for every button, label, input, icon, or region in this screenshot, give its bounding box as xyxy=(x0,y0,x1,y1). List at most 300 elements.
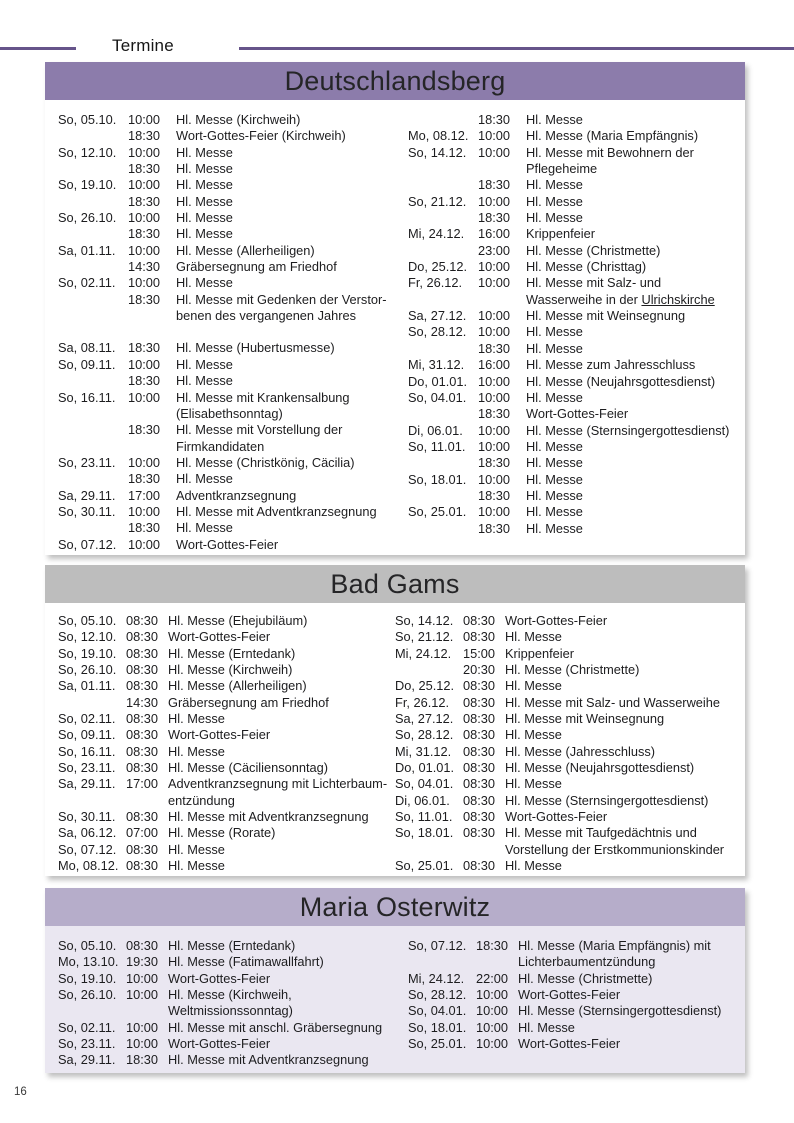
event-time: 08:30 xyxy=(126,809,159,825)
schedule-row xyxy=(58,776,395,809)
event-description: Hl. Messe (Erntedank) xyxy=(168,938,296,953)
event-description: Hl. Messe (Rorate) xyxy=(168,825,276,841)
schedule-row xyxy=(58,455,395,471)
event-date: So, 26.10. xyxy=(58,662,117,678)
schedule-row xyxy=(58,340,395,356)
event-date xyxy=(58,226,128,242)
schedule-column-left xyxy=(58,613,395,876)
event-date xyxy=(58,471,128,487)
event-date: So, 14.12. xyxy=(395,613,454,628)
event-description: Hl. Messe xyxy=(526,520,583,536)
event-description: Hl. Messe xyxy=(176,177,233,193)
event-description: Hl. Messe xyxy=(505,858,562,874)
event-date xyxy=(58,373,128,389)
schedule-row xyxy=(408,357,745,373)
event-date xyxy=(58,194,128,210)
section-header-deutschlandsberg xyxy=(45,62,745,100)
event-description: Hl. Messe xyxy=(176,161,233,177)
schedule-row xyxy=(408,521,745,537)
section-maria-osterwitz xyxy=(45,888,745,1073)
event-date: Di, 06.01. xyxy=(408,422,463,438)
schedule-row xyxy=(408,308,745,324)
schedule-row xyxy=(408,259,745,275)
event-date: So, 19.10. xyxy=(58,177,117,193)
schedule-row xyxy=(408,423,745,439)
schedule-row xyxy=(58,1020,395,1036)
event-date: So, 30.11. xyxy=(58,503,116,519)
schedule-row xyxy=(58,390,395,423)
event-time: 20:30 xyxy=(463,662,496,678)
underlined-location: Ulrichskirche xyxy=(641,291,715,307)
event-date: Do, 01.01. xyxy=(395,760,455,776)
event-description: Hl. Messe (Erntedank) xyxy=(168,645,296,661)
event-time: 08:30 xyxy=(463,613,496,628)
schedule-row xyxy=(58,987,395,1020)
event-time: 08:30 xyxy=(126,678,159,694)
event-time: 16:00 xyxy=(478,357,511,373)
event-time: 08:30 xyxy=(463,760,496,776)
event-description: Hl. Messe xyxy=(526,455,583,471)
event-time: 10:00 xyxy=(128,112,161,127)
schedule-row xyxy=(395,793,745,809)
schedule-row xyxy=(408,1003,745,1019)
event-time: 10:00 xyxy=(478,422,511,438)
event-time: 08:30 xyxy=(463,858,496,874)
event-description: Hl. Messe xyxy=(176,193,233,209)
event-date: So, 18.01. xyxy=(395,825,454,841)
event-date: So, 26.10. xyxy=(58,987,117,1003)
schedule-row xyxy=(408,374,745,390)
event-date: So, 04.01. xyxy=(395,776,454,792)
event-date xyxy=(408,112,478,128)
event-description: Hl. Messe (Kirchweih) xyxy=(168,662,293,678)
event-time: 10:00 xyxy=(478,324,511,340)
event-date xyxy=(58,422,128,455)
event-date: Sa, 27.12. xyxy=(395,711,454,727)
event-description: Wort-Gottes-Feier xyxy=(526,406,629,422)
event-description: Hl. Messe mit Salz- und Wasserweihe xyxy=(505,694,721,710)
event-date: So, 28.12. xyxy=(395,727,454,743)
event-description: Hl. Messe xyxy=(505,629,562,645)
event-time: 10:00 xyxy=(478,259,511,275)
event-description: Hl. Messe (Christmette) xyxy=(526,242,661,258)
schedule-column-left xyxy=(58,112,395,555)
schedule-row xyxy=(58,373,395,389)
event-time: 08:30 xyxy=(463,743,496,759)
schedule-row xyxy=(395,695,745,711)
schedule-row xyxy=(408,275,745,308)
schedule-row xyxy=(58,177,395,193)
schedule-row xyxy=(58,537,395,553)
event-date: So, 25.01. xyxy=(408,1036,467,1052)
event-date xyxy=(408,210,478,226)
event-description: Hl. Messe (Kirchweih) xyxy=(176,112,301,127)
schedule-row xyxy=(408,455,745,471)
event-description: Wort-Gottes-Feier xyxy=(168,727,271,743)
event-description: Wort-Gottes-Feier xyxy=(505,613,608,628)
event-date xyxy=(408,455,478,471)
event-date: Sa, 01.11. xyxy=(58,242,116,258)
event-date: So, 18.01. xyxy=(408,471,467,487)
event-description: Hl. Messe mit Adventkranzsegnung xyxy=(168,809,369,825)
event-description: Hl. Messe (Ehejubiläum) xyxy=(168,613,308,628)
schedule-row xyxy=(395,629,745,645)
event-date: So, 26.10. xyxy=(58,210,117,226)
schedule-row xyxy=(58,971,395,987)
event-date: So, 12.10. xyxy=(58,629,117,645)
schedule-row xyxy=(58,711,395,727)
schedule-row xyxy=(408,177,745,193)
event-description: Hl. Messe (Allerheiligen) xyxy=(176,242,315,258)
event-description: Hl. Messe (Christmette) xyxy=(518,970,653,986)
event-time: 08:30 xyxy=(126,629,159,645)
event-date: Do, 01.01. xyxy=(408,373,468,389)
event-time: 10:00 xyxy=(476,1019,509,1035)
event-description: Hl. Messe xyxy=(176,144,233,160)
event-description: Wort-Gottes-Feier xyxy=(168,1036,271,1052)
schedule-row xyxy=(408,439,745,455)
schedule-row xyxy=(58,695,395,711)
event-description: Hl. Messe mit Bewohnern der Pflegeheime xyxy=(526,144,694,177)
schedule-row xyxy=(408,472,745,488)
event-time: 17:00 xyxy=(128,487,161,503)
event-time: 08:30 xyxy=(126,613,159,628)
event-time: 08:30 xyxy=(463,776,496,792)
schedule-column-right xyxy=(395,112,745,555)
event-time: 10:00 xyxy=(478,144,511,160)
event-time: 07:00 xyxy=(126,825,159,841)
event-time: 15:00 xyxy=(463,645,496,661)
event-description: Adventkranzsegnung mit Lichterbaum- entzündung xyxy=(168,776,388,808)
event-time: 08:30 xyxy=(126,727,159,743)
section-bad-gams xyxy=(45,565,745,876)
event-time: 18:30 xyxy=(478,340,511,356)
event-date xyxy=(408,243,478,259)
schedule-row xyxy=(58,259,395,275)
event-time: 08:30 xyxy=(463,629,496,645)
event-time: 18:30 xyxy=(128,193,161,209)
event-date xyxy=(408,521,478,537)
event-date: Sa, 08.11. xyxy=(58,340,116,356)
event-description: Hl. Messe (Christkönig, Cäcilia) xyxy=(176,454,355,470)
event-date: So, 02.11. xyxy=(58,711,116,727)
event-date: So, 28.12. xyxy=(408,987,467,1003)
event-time: 10:00 xyxy=(128,275,161,291)
schedule-row xyxy=(395,613,745,629)
event-description: Hl. Messe xyxy=(168,858,225,874)
schedule-row xyxy=(58,292,395,325)
event-description: Hl. Messe (Cäciliensonntag) xyxy=(168,760,329,776)
event-date: So, 23.11. xyxy=(58,1036,116,1052)
event-time: 08:30 xyxy=(463,694,496,710)
section-body-deutschlandsberg xyxy=(45,100,745,555)
event-date: So, 16.11. xyxy=(58,389,116,405)
schedule-row xyxy=(395,711,745,727)
event-description: Hl. Messe mit Weinsegnung xyxy=(505,711,665,727)
event-time: 10:00 xyxy=(128,177,161,193)
event-time: 08:30 xyxy=(463,711,496,727)
event-time: 18:30 xyxy=(478,406,511,422)
event-time: 22:00 xyxy=(476,970,509,986)
event-description: Hl. Messe (Fatimawallfahrt) xyxy=(168,954,324,970)
event-time: 18:30 xyxy=(128,471,161,487)
page-kicker: Termine xyxy=(112,36,174,55)
schedule-row xyxy=(58,357,395,373)
event-description: Hl. Messe xyxy=(526,504,583,520)
event-date: So, 21.12. xyxy=(408,193,467,209)
schedule-row xyxy=(58,825,395,841)
event-description: Hl. Messe xyxy=(505,678,562,694)
event-time: 18:30 xyxy=(478,487,511,503)
schedule-row xyxy=(395,858,745,874)
event-time: 08:30 xyxy=(126,662,159,678)
event-time: 10:00 xyxy=(128,503,161,519)
event-description: Wort-Gottes-Feier (Kirchweih) xyxy=(176,128,346,144)
schedule-row xyxy=(58,678,395,694)
event-description: Hl. Messe xyxy=(176,356,233,372)
event-description: Hl. Messe (Maria Empfängnis) xyxy=(526,128,699,144)
event-time: 18:30 xyxy=(128,226,161,242)
schedule-row xyxy=(58,613,395,629)
event-date: Sa, 01.11. xyxy=(58,678,116,694)
event-time: 17:00 xyxy=(126,776,159,792)
schedule-row xyxy=(408,971,745,987)
event-date: So, 07.12. xyxy=(408,938,467,953)
schedule-row xyxy=(395,809,745,825)
event-date: So, 07.12. xyxy=(58,841,117,857)
event-time: 18:30 xyxy=(128,422,161,438)
event-description: Wort-Gottes-Feier xyxy=(505,809,608,825)
schedule-row xyxy=(395,727,745,743)
event-time: 18:30 xyxy=(128,128,161,144)
schedule-row xyxy=(395,776,745,792)
event-description: Hl. Messe (Hubertusmesse) xyxy=(176,340,335,356)
schedule-row xyxy=(58,112,395,128)
event-time: 08:30 xyxy=(126,645,159,661)
section-title-deutschlandsberg: Deutschlandsberg xyxy=(284,66,506,96)
event-description: Wort-Gottes-Feier xyxy=(168,629,271,645)
schedule-row xyxy=(58,809,395,825)
schedule-row xyxy=(408,390,745,406)
schedule-row xyxy=(58,145,395,161)
schedule-row xyxy=(58,128,395,144)
event-date: So, 23.11. xyxy=(58,760,116,776)
event-description: Hl. Messe xyxy=(526,193,583,209)
event-description: Hl. Messe mit Salz- und Wasserweihe in der Ulrichskirche xyxy=(526,275,715,307)
event-date: So, 19.10. xyxy=(58,970,117,986)
event-description: Hl. Messe (Christtag) xyxy=(526,259,647,275)
schedule-row xyxy=(408,1036,745,1052)
event-date: So, 28.12. xyxy=(408,324,467,340)
section-header-maria-osterwitz xyxy=(45,888,745,926)
event-description: Hl. Messe xyxy=(168,841,225,857)
event-description: Hl. Messe xyxy=(176,373,233,389)
event-description: Hl. Messe xyxy=(176,210,233,226)
event-date: So, 25.01. xyxy=(408,504,467,520)
event-description: Hl. Messe xyxy=(168,743,225,759)
event-date xyxy=(58,259,128,275)
event-time: 18:30 xyxy=(478,520,511,536)
event-time: 10:00 xyxy=(478,389,511,405)
event-time: 10:00 xyxy=(476,1003,509,1019)
schedule-row xyxy=(58,858,395,874)
event-time: 10:00 xyxy=(478,373,511,389)
event-description: Hl. Messe xyxy=(526,438,583,454)
event-date: Mi, 24.12. xyxy=(408,226,465,242)
schedule-row xyxy=(408,210,745,226)
event-date: Mo, 13.10. xyxy=(58,954,119,970)
schedule-row xyxy=(408,243,745,259)
event-date: So, 16.11. xyxy=(58,743,116,759)
schedule-row xyxy=(58,760,395,776)
event-date xyxy=(408,341,478,357)
event-time: 10:00 xyxy=(128,356,161,372)
decorative-rule-left xyxy=(0,47,76,50)
event-time: 18:30 xyxy=(126,1052,159,1068)
event-date: So, 05.10. xyxy=(58,112,117,127)
event-date xyxy=(408,406,478,422)
event-date: So, 02.11. xyxy=(58,1019,116,1035)
schedule-row xyxy=(58,243,395,259)
schedule-row xyxy=(395,662,745,678)
schedule-row xyxy=(58,161,395,177)
event-time: 10:00 xyxy=(128,454,161,470)
event-description: Hl. Messe zum Jahresschluss xyxy=(526,357,696,373)
event-date: Mo, 08.12. xyxy=(58,858,119,874)
schedule-column-right xyxy=(395,613,745,876)
event-date: Do, 25.12. xyxy=(395,678,455,694)
event-time: 18:30 xyxy=(478,210,511,226)
event-date: Mi, 24.12. xyxy=(395,645,452,661)
schedule-row xyxy=(58,210,395,226)
event-time: 10:00 xyxy=(478,275,511,291)
event-date: Di, 06.01. xyxy=(395,792,450,808)
schedule-row xyxy=(58,471,395,487)
schedule-row xyxy=(408,324,745,340)
schedule-row xyxy=(408,226,745,242)
event-time: 19:30 xyxy=(126,954,159,970)
event-date: So, 04.01. xyxy=(408,389,467,405)
event-date: So, 05.10. xyxy=(58,938,117,953)
section-title-bad-gams: Bad Gams xyxy=(330,569,460,599)
event-time: 10:00 xyxy=(478,128,511,144)
event-time: 08:30 xyxy=(126,938,159,953)
event-date xyxy=(408,488,478,504)
event-time: 08:30 xyxy=(126,743,159,759)
event-date: So, 25.01. xyxy=(395,858,454,874)
event-time: 10:00 xyxy=(126,1019,159,1035)
event-time: 18:30 xyxy=(478,455,511,471)
schedule-row xyxy=(58,727,395,743)
section-header-bad-gams xyxy=(45,565,745,603)
event-date xyxy=(395,662,463,678)
event-time: 10:00 xyxy=(128,144,161,160)
schedule-row xyxy=(58,520,395,536)
schedule-row xyxy=(58,629,395,645)
schedule-row xyxy=(408,987,745,1003)
event-description: Hl. Messe xyxy=(176,226,233,242)
event-description: Hl. Messe xyxy=(505,776,562,792)
event-description: Krippenfeier xyxy=(505,645,575,661)
event-description: Hl. Messe xyxy=(505,727,562,743)
event-date: So, 05.10. xyxy=(58,613,117,628)
schedule-row xyxy=(58,954,395,970)
event-date: Mi, 24.12. xyxy=(408,970,465,986)
schedule-row xyxy=(408,194,745,210)
event-date: So, 30.11. xyxy=(58,809,116,825)
schedule-row xyxy=(58,1052,395,1068)
event-description: Hl. Messe xyxy=(168,711,225,727)
schedule-column-left xyxy=(58,938,395,1073)
event-date: So, 07.12. xyxy=(58,536,117,552)
schedule-column-right xyxy=(395,938,745,1073)
schedule-row xyxy=(58,422,395,455)
schedule-row xyxy=(58,275,395,291)
event-description: Hl. Messe xyxy=(518,1019,575,1035)
event-time: 10:00 xyxy=(126,970,159,986)
section-body-bad-gams xyxy=(45,603,745,876)
schedule-row xyxy=(408,112,745,128)
schedule-row xyxy=(395,825,745,858)
event-time: 10:00 xyxy=(476,1036,509,1052)
event-description: Hl. Messe xyxy=(526,177,583,193)
event-description: Krippenfeier xyxy=(526,226,596,242)
event-description: Hl. Messe xyxy=(526,340,583,356)
event-time: 14:30 xyxy=(126,694,159,710)
event-description: Gräbersegnung am Friedhof xyxy=(176,259,337,275)
page-number: 16 xyxy=(14,1086,27,1098)
event-description: Hl. Messe (Kirchweih, Weltmissionssonntag) xyxy=(168,987,293,1019)
event-time: 14:30 xyxy=(128,259,161,275)
event-date: Sa, 06.12. xyxy=(58,825,117,841)
event-description: Hl. Messe xyxy=(526,389,583,405)
event-time: 10:00 xyxy=(478,504,511,520)
event-description: Hl. Messe (Sternsingergottesdienst) xyxy=(526,422,730,438)
event-date: Fr, 26.12. xyxy=(395,694,450,710)
event-description: Hl. Messe mit Weinsegnung xyxy=(526,308,686,324)
event-description: Wort-Gottes-Feier xyxy=(176,536,279,552)
event-time: 10:00 xyxy=(478,308,511,324)
schedule-row xyxy=(395,678,745,694)
schedule-row xyxy=(58,488,395,504)
schedule-row xyxy=(58,842,395,858)
event-time: 08:30 xyxy=(463,825,496,841)
event-date: So, 11.01. xyxy=(395,809,453,825)
event-time: 10:00 xyxy=(476,987,509,1003)
event-description: Hl. Messe xyxy=(176,471,233,487)
event-date xyxy=(58,292,128,325)
schedule-row xyxy=(58,226,395,242)
event-time: 10:00 xyxy=(126,1036,159,1052)
event-time: 10:00 xyxy=(478,438,511,454)
event-date: Do, 25.12. xyxy=(408,259,468,275)
event-description: Hl. Messe (Jahresschluss) xyxy=(505,743,656,759)
event-date: So, 21.12. xyxy=(395,629,454,645)
event-description: Hl. Messe mit Gedenken der Verstor- benen des vergangenen Jahres xyxy=(176,291,387,324)
event-time: 10:00 xyxy=(126,987,159,1003)
schedule-row xyxy=(58,646,395,662)
event-date: So, 11.01. xyxy=(408,438,466,454)
schedule-row xyxy=(408,145,745,178)
event-date: Mi, 31.12. xyxy=(395,743,452,759)
event-description: Hl. Messe (Neujahrsgottesdienst) xyxy=(526,373,716,389)
event-time: 10:00 xyxy=(128,389,161,405)
schedule-row xyxy=(408,1020,745,1036)
event-time: 18:30 xyxy=(128,291,161,307)
event-date: So, 09.11. xyxy=(58,356,116,372)
event-date xyxy=(58,128,128,144)
event-time: 18:30 xyxy=(478,112,511,127)
